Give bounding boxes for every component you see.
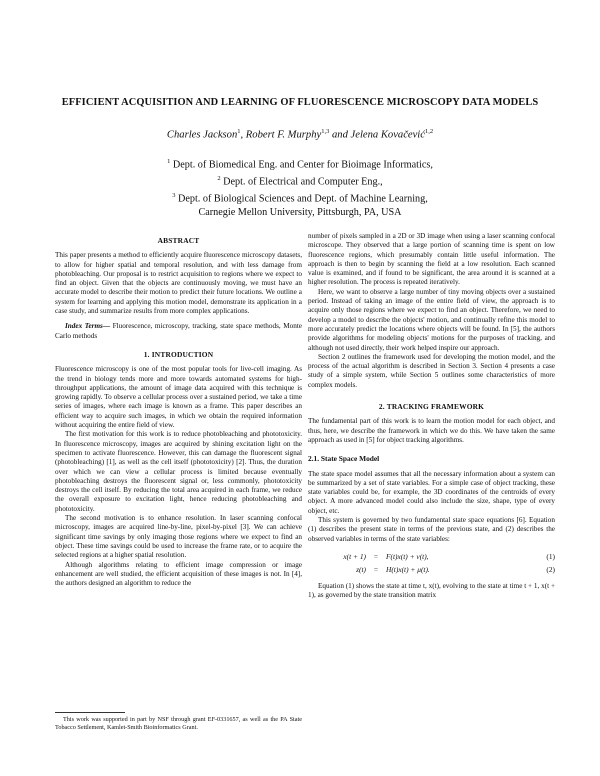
- abstract-text: This paper presents a method to efficiently acquire fluorescence microscopy datasets, to allow for higher spatial and temporal resolution, and with less damage from photobleaching. Our proposal is to restrict acquisition to regions where we expect to find an object. Given that the objects are continuously moving, we must have an accurate model to describe their motion to predict their future locations. We outline a system for learning and applying this motion model, demonstrate its application in a case study, and summarize results from more complex applications.: [55, 251, 302, 316]
- affiliation-line: [40, 206, 560, 220]
- tracking-heading: 2. TRACKING FRAMEWORK: [378, 402, 485, 412]
- equation-lhs: x(t + 1): [343, 551, 366, 561]
- author-list: [40, 128, 560, 141]
- intro-paragraph: Although algorithms relating to efficient image compression or image enhancement are well studied, the efficient acquisition of these images is not. In [4], the authors designed an algorithm to reduce the: [55, 560, 302, 588]
- affiliation-text: Dept. of Biological Sciences and Dept. of Machine Learning,: [175, 193, 428, 205]
- affiliation-text: Carnegie Mellon University, Pittsburgh, PA, USA: [198, 206, 402, 218]
- index-terms-text: Fluorescence, microscopy, tracking, state space methods, Monte Carlo methods: [55, 322, 302, 340]
- affiliation-line: [40, 189, 560, 206]
- body-paragraph: The fundamental part of this work is to learn the motion model for each object, and thus, here, we describe the framework in which we do this. We have taken the same approach as used in [5] for object tracking algorithms.: [308, 417, 555, 444]
- author-name: Jelena Kovačević: [350, 129, 425, 141]
- affil-mark: 3: [172, 191, 176, 199]
- equation-rhs: F(t)x(t) + ν(t),: [386, 551, 429, 561]
- equation: [308, 551, 555, 562]
- affil-mark: 2: [217, 174, 221, 182]
- affiliation-line: [40, 155, 560, 172]
- affil-mark: 1: [167, 158, 171, 165]
- equation-number: (1): [546, 551, 555, 561]
- affiliations: [40, 155, 560, 220]
- abstract-heading: ABSTRACT: [157, 236, 200, 245]
- right-column: [308, 232, 555, 601]
- equation-lhs: z(t): [356, 564, 366, 574]
- author-name: Robert F. Murphy: [245, 129, 322, 141]
- body-paragraph: Section 2 outlines the framework used for developing the motion model, and the process of the actual algorithm is described in Section 3. Section 4 presents a case study of a simple system, while Section 5 outlines some characteristics of more complex models.: [308, 352, 555, 389]
- index-terms-label: Index Terms—: [65, 322, 111, 331]
- equation-op: =: [373, 551, 379, 561]
- equation-number: (2): [546, 564, 555, 574]
- affiliation-text: Dept. of Biomedical Eng. and Center for Bioimage Informatics,: [170, 159, 433, 171]
- intro-paragraph: Fluorescence microscopy is one of the most popular tools for live-cell imaging. As the trend in biology tends more and more towards automated systems for high-throughput applications, the amount of image data acquired with this technique is growing rapidly. To observe a cellular process over a sustained period, we take a time series of images, where each image is known as a frame. This paper describes an efficient way to acquire such images, in which we obtain the required information without acquiring the entire field of view.: [55, 365, 302, 430]
- equation-rhs: H(t)x(t) + μ(t).: [386, 564, 430, 574]
- body-paragraph: number of pixels sampled in a 2D or 3D image when using a laser scanning confocal microscope. They observed that a large portion of scanning time is spent on low fluorescence regions, which presumably contain little useful information. The approach is then to begin by scanning the field at a low resolution. Each scanned value is examined, and if found to be significant, the area around it is scanned at a higher resolution. The process is repeated iteratively.: [308, 232, 555, 287]
- author-affil-mark: 1,3: [321, 128, 330, 135]
- author-affil-mark: 1,2: [424, 128, 434, 135]
- ssm-heading: 2.1. State Space Model: [308, 454, 380, 464]
- equation: [308, 564, 555, 575]
- author-name: Charles Jackson: [166, 129, 238, 141]
- author-separator: and: [329, 129, 351, 141]
- footnote-rule: [55, 712, 125, 713]
- intro-heading: 1. INTRODUCTION: [143, 349, 214, 359]
- footnote: This work was supported in part by NSF through grant EF-0331657, as well as the PA State Tobacco Settlement, Kamlet-Smith Bioinformatics Grant.: [55, 716, 302, 732]
- paper-title: EFFICIENT ACQUISITION AND LEARNING OF FLUORESCENCE MICROSCOPY DATA MODELS: [61, 97, 539, 108]
- intro-paragraph: The first motivation for this work is to reduce photobleaching and phototoxicity. In fluorescence microscopy, images are acquired by shining excitation light on the specimen to activate fluorescence. However, this can damage the fluorescent signal (photobleaching) [1], as well as the cell itself (phototoxicity) [2]. Thus, the duration over which we can view a cellular process is limited because eventually photobleaching destroys the fluorescent signal or, less commonly, phototoxicity destroys the cell itself. By reducing the total area acquired in each frame, we reduce the overall exposure to excitation light, hence reducing photobleaching and phototoxicity.: [55, 430, 302, 513]
- index-terms: [55, 322, 302, 341]
- author-affil-mark: 1: [237, 128, 241, 135]
- affiliation-line: [40, 172, 560, 189]
- body-paragraph: This system is governed by two fundamental state space equations [6]. Equation (1) describes the present state in terms of the previous state, and (2) describes the observed variables in terms of the state variables:: [308, 516, 555, 543]
- body-paragraph: Equation (1) shows the state at time t, x(t), evolving to the state at time t + 1, x(t + 1), as governed by the state transition matrix: [308, 581, 555, 600]
- affiliation-text: Dept. of Electrical and Computer Eng.,: [220, 176, 383, 188]
- body-paragraph: Here, we want to observe a large number of tiny moving objects over a sustained period. Instead of taking an image of the entire field of view, the approach is to acquire only those regions where we expect to find an object. Therefore, we need to develop a model to describe the objects' motion, and continually refine this model to more accurately predict the locations where objects will be found. In [5], the authors provide algorithms for modeling objects' motions for the purposes of tracking, and although not used directly, their work helped inspire our approach.: [308, 287, 555, 352]
- intro-paragraph: The second motivation is to enhance resolution. In laser scanning confocal microscopy, images are acquired line-by-line, pixel-by-pixel [3]. We can achieve significant time savings by only imaging those regions where we expect to find an object. These time savings could be used to increase the frame rate, or to acquire the selected regions at a higher spatial resolution.: [55, 514, 302, 560]
- author-separator: ,: [240, 129, 246, 141]
- equation-op: =: [373, 564, 379, 574]
- left-column: [55, 232, 302, 588]
- body-paragraph: The state space model assumes that all the necessary information about a system can be summarized by a set of state variables. For a simple case of object tracking, these state variables could be, for example, the 3D coordinates of the centroids of every object. A more advanced model could also include the size, shape, type of every object, etc.: [308, 469, 555, 515]
